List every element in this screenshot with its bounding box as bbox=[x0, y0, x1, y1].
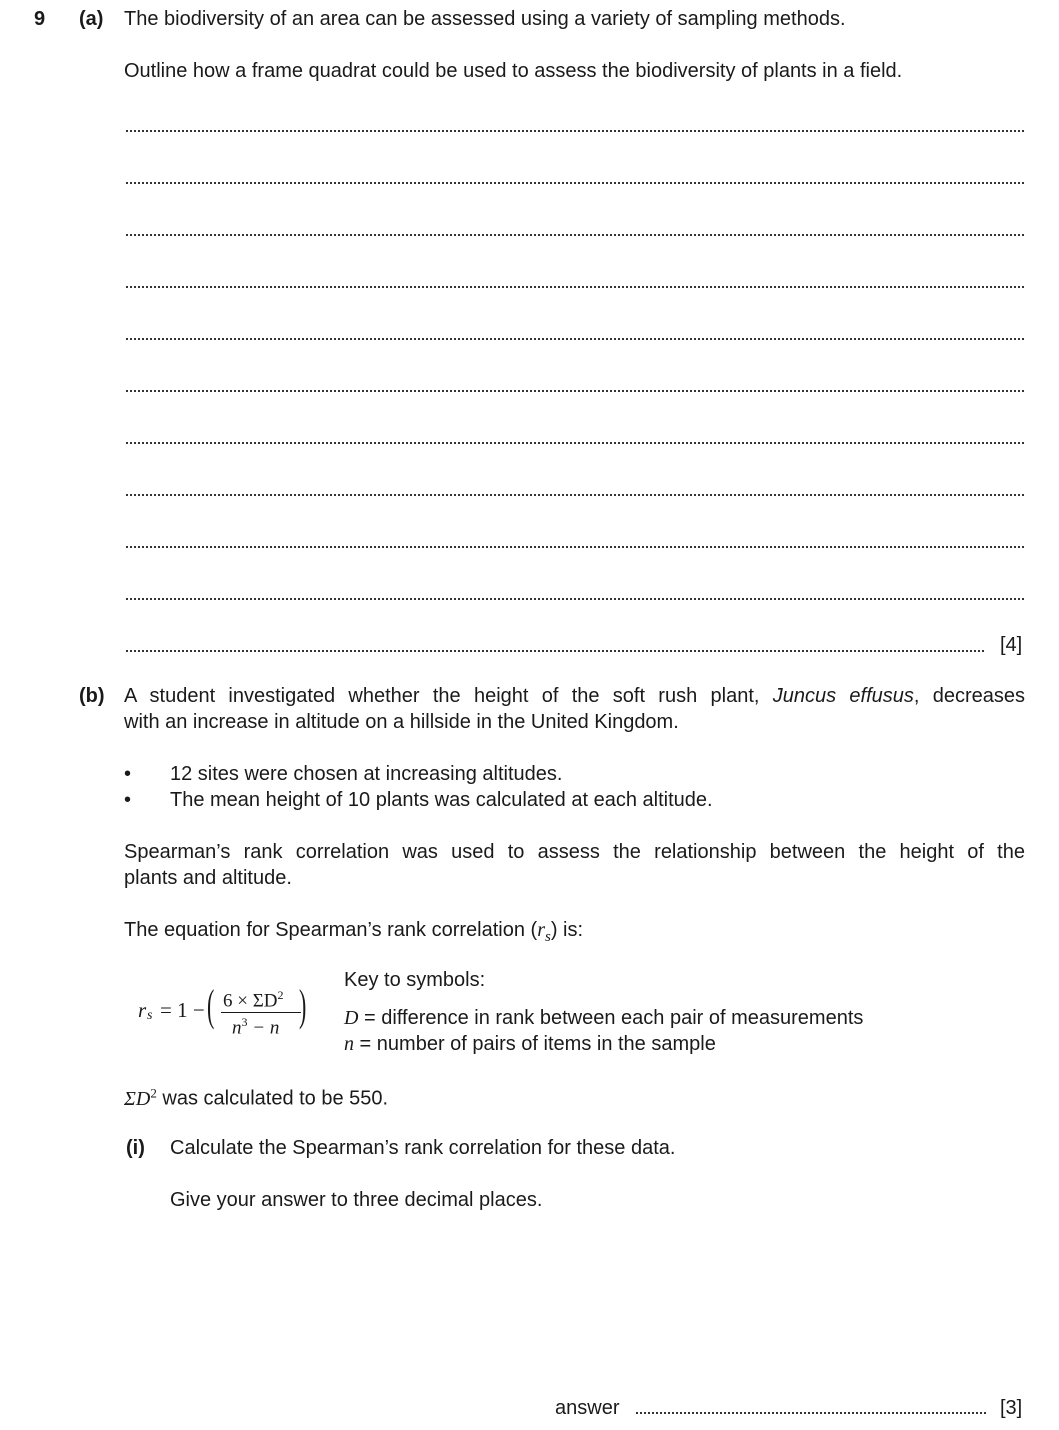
sub-i-label: (i) bbox=[126, 1137, 145, 1159]
part-a-intro: The biodiversity of an area can be assessed using a variety of sampling methods. bbox=[124, 8, 846, 30]
key-n bbox=[344, 1033, 716, 1056]
answer-line[interactable] bbox=[126, 546, 1024, 548]
key-title: Key to symbols: bbox=[344, 969, 486, 991]
sum-sup: 2 bbox=[150, 1085, 157, 1100]
part-b-intro-line1 bbox=[124, 685, 1025, 708]
right-paren: ) bbox=[299, 981, 307, 1030]
part-a-label: (a) bbox=[79, 8, 104, 30]
sub-i-marks: [3] bbox=[1000, 1397, 1023, 1419]
intro-text: A student investigated whether the height of the soft rush plant, bbox=[124, 685, 760, 707]
equation-intro-end: ) is: bbox=[550, 919, 584, 941]
key-d bbox=[344, 1007, 863, 1030]
answer-line[interactable] bbox=[126, 650, 984, 652]
fraction-bar bbox=[221, 1012, 301, 1013]
bullet-item: 12 sites were chosen at increasing altitudes. bbox=[170, 763, 563, 785]
key-d-text: = difference in rank between each pair of measurements bbox=[358, 1007, 864, 1029]
answer-line[interactable] bbox=[126, 130, 1024, 132]
answer-field[interactable] bbox=[636, 1412, 986, 1414]
working-space[interactable] bbox=[124, 1225, 1024, 1385]
key-n-symbol: n bbox=[344, 1033, 354, 1055]
numerator-sup: 2 bbox=[277, 988, 284, 1002]
answer-line[interactable] bbox=[126, 442, 1024, 444]
answer-line[interactable] bbox=[126, 598, 1024, 600]
rs-symbol: r bbox=[537, 919, 545, 941]
sum-text: was calculated to be 550. bbox=[156, 1087, 389, 1110]
sum-symbol: ΣD bbox=[124, 1087, 151, 1110]
bullet-icon: • bbox=[124, 789, 132, 811]
equation-intro-text: The equation for Spearman’s rank correlation ( bbox=[124, 919, 538, 941]
numerator-text: 6 × ΣD bbox=[223, 990, 278, 1012]
denominator-n: n bbox=[232, 1017, 242, 1039]
spearman-line1: Spearman’s rank correlation was used to assess the relationship between the height of the bbox=[124, 841, 1025, 863]
answer-label: answer bbox=[555, 1397, 620, 1419]
answer-line[interactable] bbox=[126, 338, 1024, 340]
left-paren: ( bbox=[207, 981, 215, 1030]
answer-line[interactable] bbox=[126, 390, 1024, 392]
part-a-marks: [4] bbox=[1000, 634, 1023, 656]
formula-denominator bbox=[232, 1015, 279, 1039]
equation-intro bbox=[124, 919, 583, 946]
sub-i-prompt: Calculate the Spearman’s rank correlation for these data. bbox=[170, 1137, 676, 1159]
part-a-prompt: Outline how a frame quadrat could be used to assess the biodiversity of plants in a field. bbox=[124, 60, 903, 82]
answer-line[interactable] bbox=[126, 286, 1024, 288]
question-number: 9 bbox=[34, 8, 46, 30]
denominator-tail: − n bbox=[247, 1017, 280, 1039]
denominator-sup: 3 bbox=[241, 1015, 248, 1029]
part-b-label: (b) bbox=[79, 685, 105, 707]
answer-line[interactable] bbox=[126, 494, 1024, 496]
rs-subscript: s bbox=[544, 929, 551, 945]
key-d-symbol: D bbox=[344, 1007, 359, 1029]
sum-sigma bbox=[124, 1085, 157, 1110]
species-name: Juncus effusus bbox=[772, 685, 914, 707]
bullet-item: The mean height of 10 plants was calculated at each altitude. bbox=[170, 789, 713, 811]
intro-text-end: , decreases bbox=[913, 685, 1025, 707]
answer-line[interactable] bbox=[126, 182, 1024, 184]
sub-i-instruction: Give your answer to three decimal places. bbox=[170, 1189, 543, 1211]
key-n-text: = number of pairs of items in the sample bbox=[354, 1033, 716, 1055]
formula-equals: = 1 − bbox=[160, 998, 205, 1022]
bullet-icon: • bbox=[124, 763, 132, 785]
spearman-line2: plants and altitude. bbox=[124, 867, 292, 889]
part-b-intro-line2: with an increase in altitude on a hillside in the United Kingdom. bbox=[124, 711, 679, 733]
answer-line[interactable] bbox=[126, 234, 1024, 236]
formula-lhs: r bbox=[138, 998, 147, 1022]
sum-statement bbox=[124, 1085, 388, 1111]
formula-lhs-sub: s bbox=[147, 1008, 153, 1023]
formula-numerator bbox=[223, 988, 284, 1012]
